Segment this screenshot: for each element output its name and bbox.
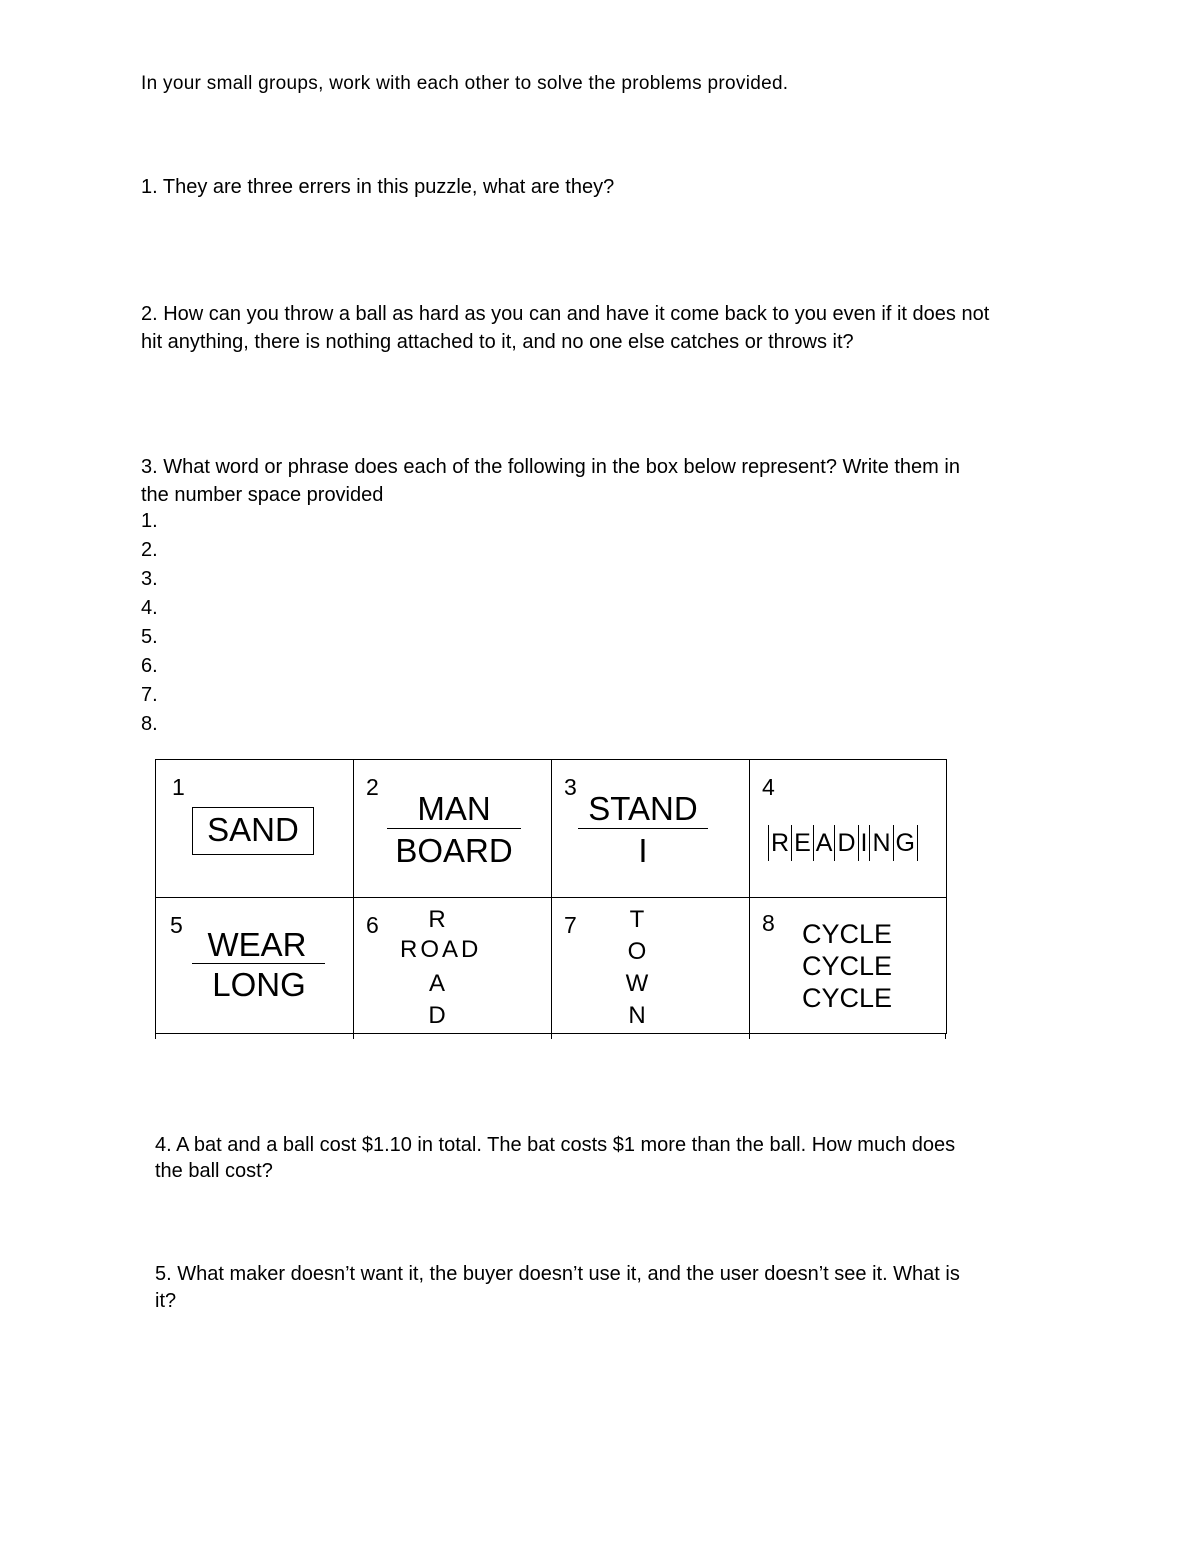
answer-space-4: 4. xyxy=(141,597,158,619)
puzzle-7-letter: W xyxy=(625,970,649,997)
puzzle-number: 5 xyxy=(170,912,183,938)
puzzle-2-bottom: BOARD xyxy=(395,832,513,869)
puzzle-4-letter: N xyxy=(869,825,892,861)
question-3-line-1: 3. What word or phrase does each of the following in the box below represent? Write them in xyxy=(141,456,960,478)
puzzle-cell-2 xyxy=(353,759,551,897)
puzzle-3-bottom: I xyxy=(638,832,648,869)
answer-space-7: 7. xyxy=(141,684,158,706)
puzzle-number: 6 xyxy=(366,912,379,938)
puzzle-6-a: A xyxy=(428,970,445,997)
puzzle-cell-7 xyxy=(551,897,749,1034)
puzzle-4-letters xyxy=(768,825,918,861)
puzzle-8-line: CYCLE xyxy=(802,951,893,981)
puzzle-number: 1 xyxy=(172,774,185,800)
puzzle-1-word: SAND xyxy=(207,811,299,848)
table-tick xyxy=(551,1034,552,1039)
fraction-line xyxy=(578,828,708,829)
letter-divider xyxy=(917,825,918,861)
puzzle-4-letter: I xyxy=(858,825,870,861)
answer-space-8: 8. xyxy=(141,713,158,735)
puzzle-4-letter: R xyxy=(768,825,791,861)
puzzle-number: 4 xyxy=(762,774,775,800)
answer-space-1: 1. xyxy=(141,510,158,532)
question-2-line-1: 2. How can you throw a ball as hard as you can and have it come back to you even if it does not xyxy=(141,303,990,325)
puzzle-3-top: STAND xyxy=(588,790,698,827)
puzzle-7-letter: N xyxy=(628,1002,646,1029)
rebus-puzzle-grid xyxy=(155,759,947,1034)
puzzle-cell-3 xyxy=(551,759,749,897)
puzzle-6-d: D xyxy=(428,1002,446,1029)
puzzle-number: 8 xyxy=(762,910,775,936)
puzzle-5-bottom: LONG xyxy=(212,966,306,1003)
table-tick xyxy=(945,1034,946,1039)
puzzle-7-letter: T xyxy=(629,906,645,933)
puzzle-number: 3 xyxy=(564,774,577,800)
puzzle-8-line: CYCLE xyxy=(802,983,893,1013)
fraction-line xyxy=(192,963,325,964)
puzzle-4-letter: G xyxy=(893,825,917,861)
puzzle-8-line: CYCLE xyxy=(802,919,893,949)
puzzle-number: 2 xyxy=(366,774,379,800)
puzzle-6-r: R xyxy=(428,906,446,933)
puzzle-4-letter: D xyxy=(834,825,857,861)
question-4-line-2: the ball cost? xyxy=(155,1160,273,1182)
puzzle-5-top: WEAR xyxy=(207,926,307,963)
puzzle-cell-1 xyxy=(155,759,353,897)
puzzle-4-letter: A xyxy=(813,825,835,861)
table-tick xyxy=(749,1034,750,1039)
puzzle-6-road: ROAD xyxy=(400,936,482,963)
puzzle-4-letter: E xyxy=(791,825,813,861)
question-3-line-2: the number space provided xyxy=(141,484,384,506)
question-2-line-2: hit anything, there is nothing attached to it, and no one else catches or throws it? xyxy=(141,331,854,353)
puzzle-2-top: MAN xyxy=(417,790,491,827)
answer-space-2: 2. xyxy=(141,539,158,561)
puzzle-cell-6 xyxy=(353,897,551,1034)
puzzle-7-letter: O xyxy=(627,938,647,965)
puzzle-cell-8 xyxy=(749,897,947,1034)
question-5-line-1: 5. What maker doesn’t want it, the buyer doesn’t use it, and the user doesn’t see it. What is xyxy=(155,1263,960,1285)
answer-space-5: 5. xyxy=(141,626,158,648)
question-4-line-1: 4. A bat and a ball cost $1.10 in total. The bat costs $1 more than the ball. How much does xyxy=(155,1134,956,1156)
puzzle-number: 7 xyxy=(564,912,577,938)
puzzle-cell-4 xyxy=(749,759,947,897)
fraction-line xyxy=(387,828,521,829)
table-tick xyxy=(353,1034,354,1039)
puzzle-cell-5 xyxy=(155,897,353,1034)
question-1: 1. They are three errers in this puzzle, what are they? xyxy=(141,176,615,198)
table-tick xyxy=(155,1034,156,1039)
answer-space-6: 6. xyxy=(141,655,158,677)
question-5-line-2: it? xyxy=(155,1290,177,1312)
answer-space-3: 3. xyxy=(141,568,158,590)
intro-text: In your small groups, work with each other to solve the problems provided. xyxy=(141,73,789,94)
